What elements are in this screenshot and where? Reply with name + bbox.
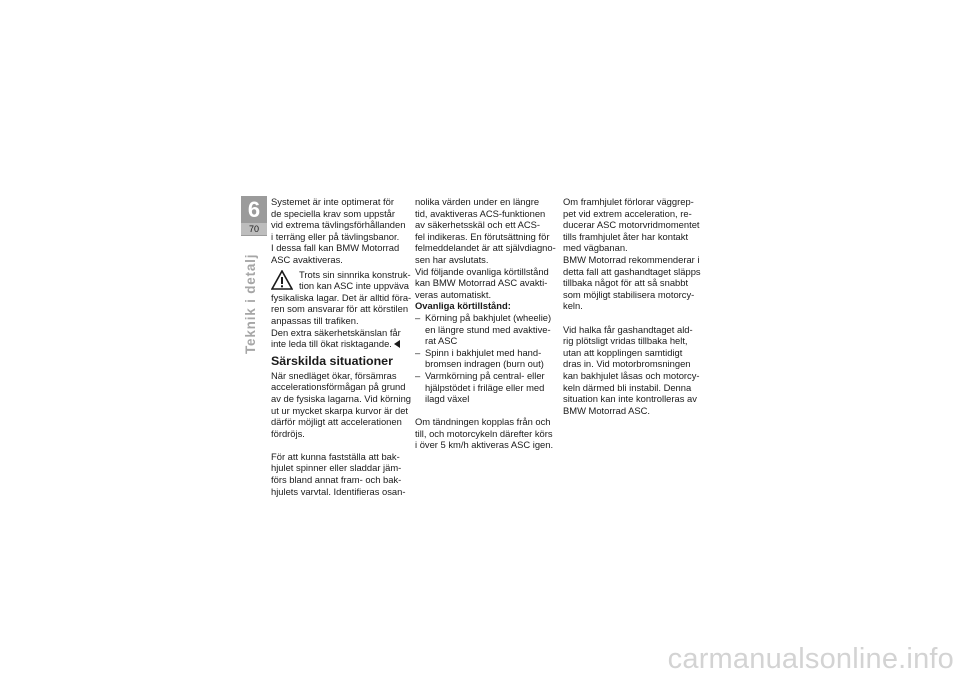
text-line: kan BMW Motorrad ASC avakti- — [415, 277, 548, 289]
page-number: 70 — [241, 223, 267, 235]
paragraph — [415, 416, 555, 451]
text-line: situation kan inte kontrolleras av — [563, 393, 697, 405]
watermark: carmanualsonline.info — [667, 643, 954, 675]
text-line: keln. — [563, 300, 583, 312]
text-line: I dessa fall kan BMW Motorrad — [271, 242, 400, 254]
warning-triangle-icon — [271, 270, 293, 290]
text-line: Systemet är inte optimerat för — [271, 196, 394, 207]
warning-block — [271, 269, 411, 292]
text-line: till, och motorcykeln därefter körs — [415, 427, 553, 439]
text-line: kan bakhjulet låsas och motorcy- — [563, 369, 700, 381]
end-of-section-icon — [394, 340, 400, 348]
text-line: Om framhjulet förlorar väggrep- — [563, 196, 694, 207]
text-line: Vid halka får gashandtaget ald- — [563, 323, 693, 335]
warning-indented-text — [299, 269, 411, 292]
text-line: i över 5 km/h aktiveras ASC igen. — [415, 439, 554, 451]
text-line: ren som ansvarar för att körstilen — [271, 303, 409, 315]
chapter-tab — [241, 196, 267, 236]
text-line: dras in. Vid motorbromsningen — [563, 358, 691, 370]
text-line: av säkerhetsskäl och ett ACS- — [415, 219, 541, 231]
text-line: i terräng eller på tävlingsbanor. — [271, 230, 400, 242]
text-line: hjulets varvtal. Identifieras osan- — [271, 485, 406, 497]
text-line: För att kunna fastställa att bak- — [271, 450, 400, 462]
text-line: tillbaka något för att så snabbt — [563, 277, 689, 289]
text-line: anpassas till trafiken. — [271, 314, 359, 326]
paragraph — [271, 370, 411, 440]
text-line: detta fall att gashandtaget släpps — [563, 265, 701, 277]
text-line: Den extra säkerhetskänslan får — [271, 326, 401, 338]
intro-paragraph — [271, 196, 411, 266]
text-line: bromsen indragen (burn out) — [425, 358, 544, 370]
text-line: Spinn i bakhjulet med hand- — [425, 346, 542, 358]
paragraph — [563, 324, 703, 417]
text-line: sen har avslutats. — [415, 253, 489, 265]
text-line: Trots sin sinnrika konstruk- — [299, 268, 411, 280]
text-line: Om tändningen kopplas från och — [415, 416, 551, 428]
text-line: ut ur mycket skarpa kurvor är det — [271, 404, 409, 416]
warning-text — [271, 292, 411, 338]
column-2 — [415, 196, 555, 451]
text-line: en längre stund med avaktive- — [425, 323, 551, 335]
text-line: BMW Motorrad ASC. — [563, 404, 650, 416]
text-line: nolika värden under en längre — [415, 196, 540, 207]
column-3 — [563, 196, 703, 416]
bullet-dash: – — [415, 369, 421, 381]
section-heading: Särskilda situationer — [271, 353, 393, 368]
text-line: Vid följande ovanliga körtillstånd — [415, 265, 549, 277]
text-line: fördröjs. — [271, 427, 305, 439]
text-line: Körning på bakhjulet (wheelie) — [425, 311, 552, 323]
text-line: ilagd växel — [425, 393, 470, 405]
text-line: ducerar ASC motorvridmomentet — [563, 219, 700, 231]
list-item — [415, 312, 555, 347]
text-line: förs bland annat fram- och bak- — [271, 474, 402, 486]
text-line: som möjligt stabilisera motorcy- — [563, 288, 695, 300]
chapter-title: Teknik i detalj — [243, 253, 258, 354]
text-line: BMW Motorrad rekommenderar i — [563, 253, 700, 265]
paragraph — [271, 451, 411, 497]
text-line: När snedläget ökar, försämras — [271, 369, 397, 381]
paragraph — [415, 196, 555, 300]
text-line: de speciella krav som uppstår — [271, 207, 396, 219]
text-line: felmeddelandet är att självdiagno- — [415, 242, 556, 254]
bullet-dash: – — [415, 346, 421, 358]
bullet-dash: – — [415, 311, 421, 323]
text-line: fel indikeras. En förutsättning för — [415, 230, 550, 242]
text-line: med vägbanan. — [563, 242, 628, 254]
text-line: accelerationsförmågan på grund — [271, 381, 406, 393]
text-line: hjulet spinner eller sladdar jäm- — [271, 462, 402, 474]
warning-last-line — [271, 338, 411, 350]
text-line: hjälpstödet i friläge eller med — [425, 381, 545, 393]
list-item — [415, 347, 555, 370]
text-line: därför möjligt att accelerationen — [271, 416, 402, 428]
text-line: pet vid extrem acceleration, re- — [563, 207, 692, 219]
text-line: veras automatiskt. — [415, 288, 492, 300]
warning-last-text: inte leda till ökat risktagande. — [271, 338, 392, 350]
text-line: tills framhjulet åter har kontakt — [563, 230, 689, 242]
text-line: fysikaliska lagar. Det är alltid föra- — [271, 291, 412, 303]
paragraph — [563, 196, 703, 312]
text-line: rat ASC — [425, 335, 458, 347]
text-line: Varmkörning på central- eller — [425, 369, 545, 381]
subheading: Ovanliga körtillstånd: — [415, 300, 511, 312]
text-line: tion kan ASC inte uppväva — [299, 280, 409, 292]
text-line: av de fysiska lagarna. Vid körning — [271, 392, 412, 404]
bullet-list — [415, 312, 555, 405]
text-line: rig plötsligt vridas tillbaka helt, — [563, 335, 688, 347]
list-item — [415, 370, 555, 405]
text-line: vid extrema tävlingsförhållanden — [271, 219, 406, 231]
text-line: ASC avaktiveras. — [271, 253, 343, 265]
text-line: keln därmed bli instabil. Denna — [563, 381, 692, 393]
chapter-number: 6 — [247, 197, 261, 222]
column-1 — [271, 196, 411, 497]
text-line: tid, avaktiveras ACS-funktionen — [415, 207, 546, 219]
text-line: utan att kopplingen samtidigt — [563, 346, 683, 358]
